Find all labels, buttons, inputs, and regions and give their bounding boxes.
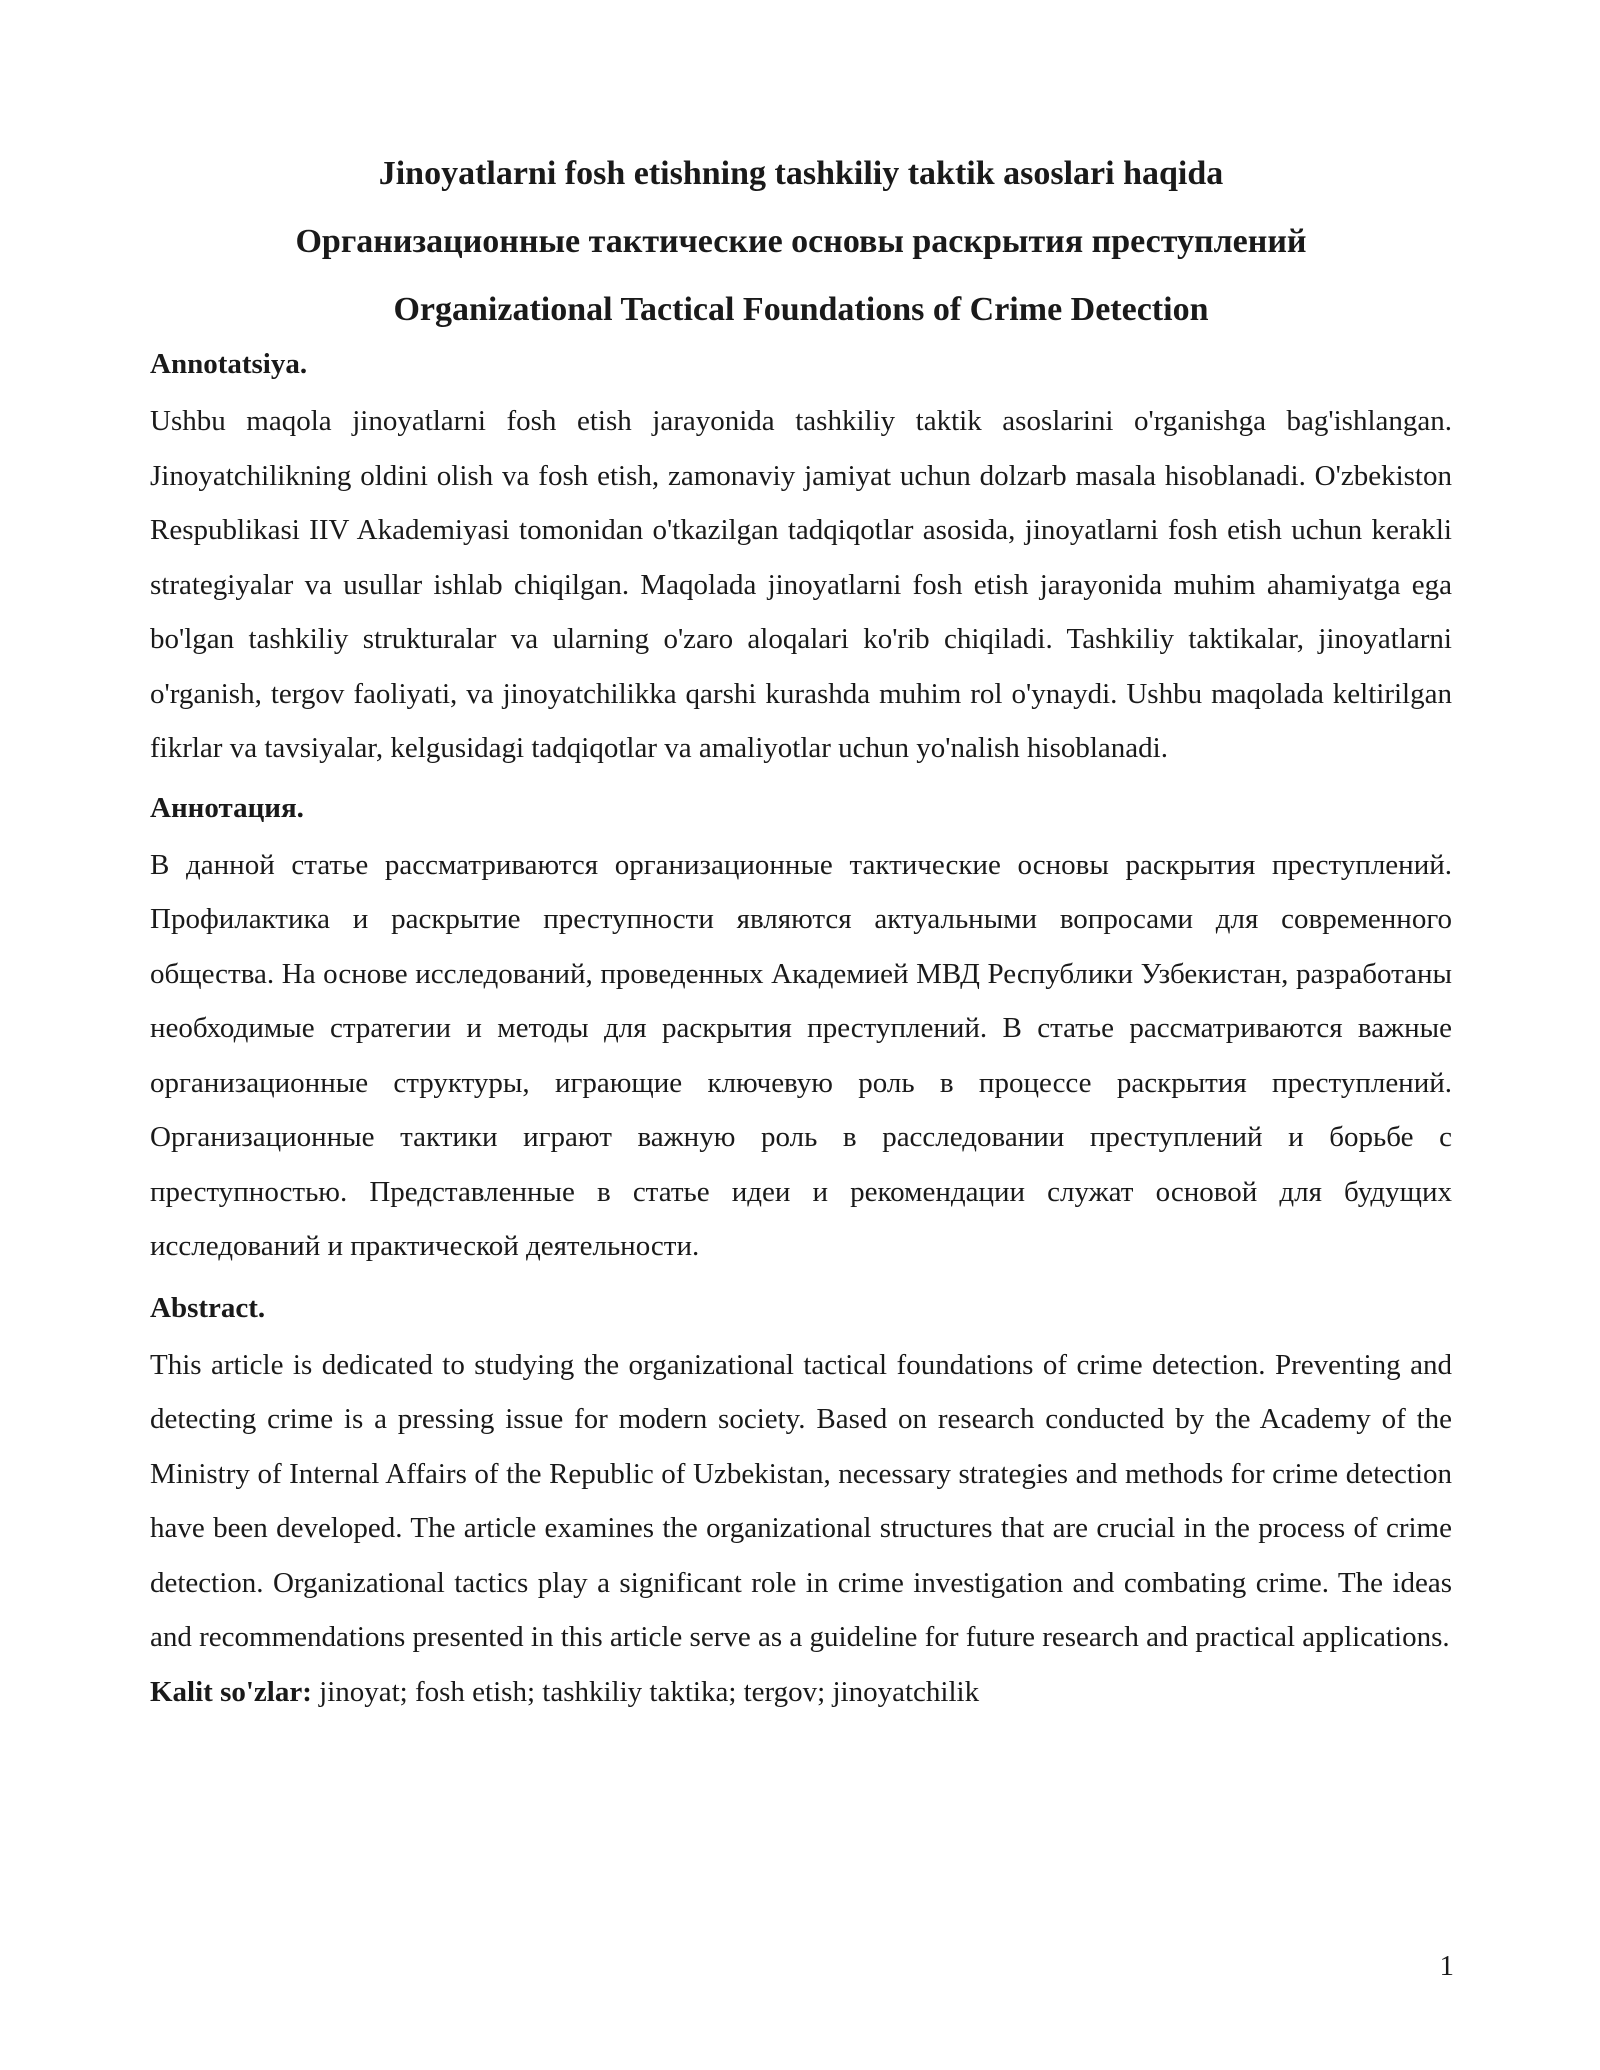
keywords-text: jinoyat; fosh etish; tashkiliy taktika; tergov; jinoyatchilik <box>311 1675 980 1708</box>
page-number: 1 <box>1439 1950 1454 1982</box>
document-page <box>150 140 1452 1719</box>
annotation-ru-text: В данной статье рассматриваются организационные тактические основы раскрытия преступлений. Профилактика и раскрытие преступности являются актуальными вопросами для современного общества. На основе исследований, проведенных Академией МВД Республики Узбекистан, разработаны необходимые стратегии и методы для раскрытия преступлений. В статье рассматриваются важные организационные структуры, играющие ключевую роль в процессе раскрытия преступлений. Организационные тактики играют важную роль в расследовании преступлений и борьбе с преступностью. Представленные в статье идеи и рекомендации служат основой для будущих исследований и практической деятельности. <box>150 848 1452 1262</box>
title-english: Organizational Tactical Foundations of Crime Detection <box>393 291 1209 328</box>
title-russian: Организационные тактические основы раскрытия преступлений <box>295 223 1307 260</box>
title-uzbek: Jinoyatlarni fosh etishning tashkiliy taktik asoslari haqida <box>378 155 1224 192</box>
annotation-ru-heading: Аннотация. <box>150 791 304 824</box>
abstract-en-text: This article is dedicated to studying the organizational tactical foundations of crime detection. Preventing and detecting crime is a pressing issue for modern society. Based on research conducted by the Academy of the Ministry of Internal Affairs of the Republic of Uzbekistan, necessary strategies and methods for crime detection have been developed. The article examines the organizational structures that are crucial in the process of crime detection. Organizational tactics play a significant role in crime investigation and combating crime. The ideas and recommendations presented in this article serve as a guideline for future research and practical applications. <box>150 1348 1452 1653</box>
annotation-uz-heading: Annotatsiya. <box>150 348 308 380</box>
annotation-uz-text: Ushbu maqola jinoyatlarni fosh etish jarayonida tashkiliy taktik asoslarini o'rganishga bag'ishlangan. Jinoyatchilikning oldini olish va fosh etish, zamonaviy jamiyat uchun dolzarb masala hisoblanadi. O'zbekiston Respublikasi IIV Akademiyasi tomonidan o'tkazilgan tadqiqotlar asosida, jinoyatlarni fosh etish uchun kerakli strategiyalar va usullar ishlab chiqilgan. Maqolada jinoyatlarni fosh etish jarayonida muhim ahamiyatga ega bo'lgan tashkiliy strukturalar va ularning o'zaro aloqalari ko'rib chiqiladi. Tashkiliy taktikalar, jinoyatlarni o'rganish, tergov faoliyati, va jinoyatchilikka qarshi kurashda muhim rol o'ynaydi. Ushbu maqolada keltirilgan fikrlar va tavsiyalar, kelgusidagi tadqiqotlar va amaliyotlar uchun yo'nalish hisoblanadi. <box>150 405 1452 764</box>
abstract-en-heading: Abstract. <box>150 1291 266 1324</box>
keywords-label: Kalit so'zlar: <box>150 1675 312 1708</box>
keywords-line <box>150 1665 1452 1720</box>
